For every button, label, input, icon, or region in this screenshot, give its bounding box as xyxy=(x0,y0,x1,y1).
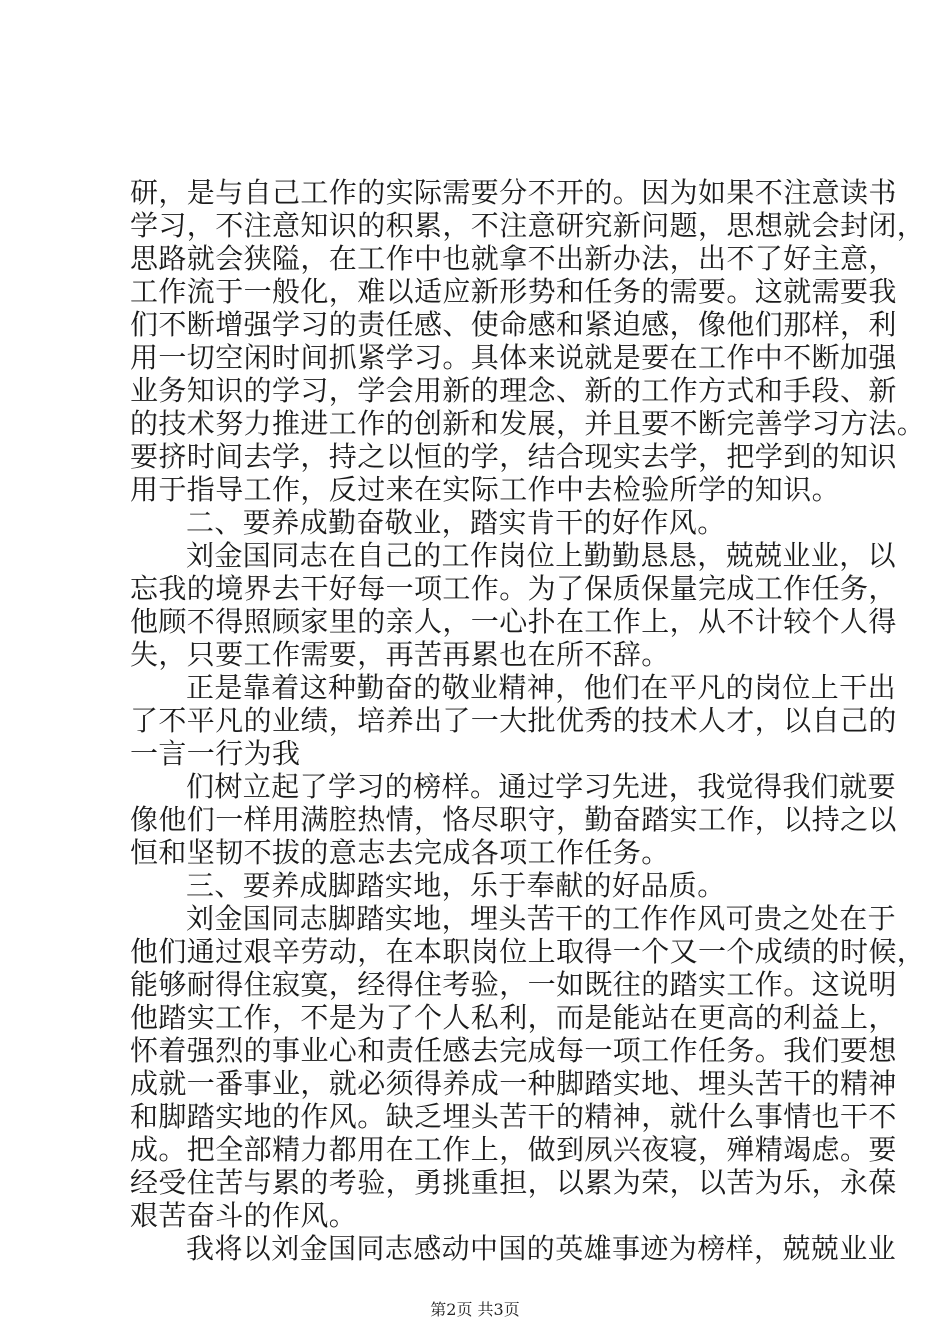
text-line: 们树立起了学习的榜样。通过学习先进，我觉得我们就要 xyxy=(186,770,897,803)
document-body xyxy=(130,176,926,1265)
text-line: 怀着强烈的事业心和责任感去完成每一项工作任务。我们要想 xyxy=(130,1034,897,1067)
text-line: 他踏实工作，不是为了个人私利，而是能站在更高的利益上， xyxy=(130,1001,897,1034)
text-line: 他们通过艰辛劳动，在本职岗位上取得一个又一个成绩的时候， xyxy=(130,935,926,968)
text-line: 他顾不得照顾家里的亲人，一心扑在工作上，从不计较个人得 xyxy=(130,605,897,638)
text-line: 工作流于一般化，难以适应新形势和任务的需要。这就需要我 xyxy=(130,275,897,308)
text-line: 成就一番事业，就必须得养成一种脚踏实地、埋头苦干的精神 xyxy=(130,1067,897,1100)
text-line: 的技术努力推进工作的创新和发展，并且要不断完善学习方法。 xyxy=(130,407,926,440)
text-line: 用于指导工作，反过来在实际工作中去检验所学的知识。 xyxy=(130,473,841,506)
text-line: 学习，不注意知识的积累，不注意研究新问题，思想就会封闭， xyxy=(130,209,926,242)
text-line: 刘金国同志在自己的工作岗位上勤勤恳恳，兢兢业业，以 xyxy=(186,539,897,572)
text-line: 一言一行为我 xyxy=(130,737,301,770)
text-line: 失，只要工作需要，再苦再累也在所不辞。 xyxy=(130,638,670,671)
text-line: 和脚踏实地的作风。缺乏埋头苦干的精神，就什么事情也干不 xyxy=(130,1100,897,1133)
text-line: 经受住苦与累的考验，勇挑重担，以累为荣，以苦为乐，永葆 xyxy=(130,1166,897,1199)
text-line: 能够耐得住寂寞，经得住考验，一如既往的踏实工作。这说明 xyxy=(130,968,897,1001)
text-line: 研，是与自己工作的实际需要分不开的。因为如果不注意读书 xyxy=(130,176,897,209)
text-line: 思路就会狭隘，在工作中也就拿不出新办法，出不了好主意， xyxy=(130,242,897,275)
section-heading: 二、要养成勤奋敬业，踏实肯干的好作风。 xyxy=(186,506,726,539)
text-line: 忘我的境界去干好每一项工作。为了保质保量完成工作任务， xyxy=(130,572,897,605)
text-line: 成。把全部精力都用在工作上，做到夙兴夜寝，殚精竭虑。要 xyxy=(130,1133,897,1166)
text-line: 艰苦奋斗的作风。 xyxy=(130,1199,358,1232)
text-line: 要挤时间去学，持之以恒的学，结合现实去学，把学到的知识 xyxy=(130,440,897,473)
text-line: 用一切空闲时间抓紧学习。具体来说就是要在工作中不断加强 xyxy=(130,341,897,374)
text-line: 业务知识的学习，学会用新的理念、新的工作方式和手段、新 xyxy=(130,374,897,407)
text-line: 刘金国同志脚踏实地，埋头苦干的工作作风可贵之处在于 xyxy=(186,902,897,935)
text-line: 我将以刘金国同志感动中国的英雄事迹为榜样，兢兢业业 xyxy=(186,1232,897,1265)
page-number-footer: 第2页 共3页 xyxy=(430,1300,520,1319)
text-line: 了不平凡的业绩，培养出了一大批优秀的技术人才，以自己的 xyxy=(130,704,897,737)
section-heading: 三、要养成脚踏实地，乐于奉献的好品质。 xyxy=(186,869,726,902)
text-line: 像他们一样用满腔热情，恪尽职守，勤奋踏实工作，以持之以 xyxy=(130,803,897,836)
text-line: 恒和坚韧不拔的意志去完成各项工作任务。 xyxy=(130,836,670,869)
text-line: 们不断增强学习的责任感、使命感和紧迫感，像他们那样，利 xyxy=(130,308,897,341)
text-line: 正是靠着这种勤奋的敬业精神，他们在平凡的岗位上干出 xyxy=(186,671,897,704)
